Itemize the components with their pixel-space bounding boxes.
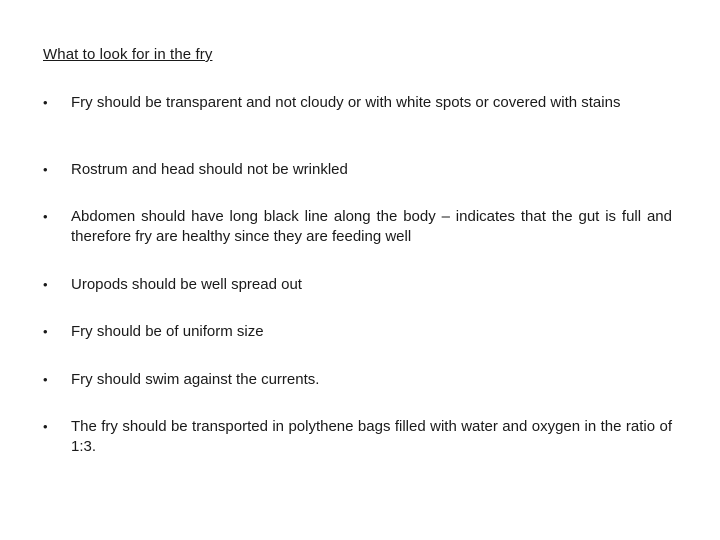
bullet-icon: • bbox=[43, 95, 48, 110]
slide-heading: What to look for in the fry bbox=[43, 46, 213, 63]
bullet-text: Rostrum and head should not be wrinkled bbox=[71, 161, 348, 178]
bullet-text: The fry should be transported in polythene bags filled with water and oxygen in the ratio of 1:3. bbox=[71, 418, 672, 455]
bullet-text: Fry should swim against the currents. bbox=[71, 371, 320, 388]
bullet-text: Uropods should be well spread out bbox=[71, 276, 302, 293]
bullet-icon: • bbox=[43, 277, 48, 292]
bullet-icon: • bbox=[43, 209, 48, 224]
bullet-icon: • bbox=[43, 372, 48, 387]
bullet-text: Abdomen should have long black line along the body – indicates that the gut is full and therefore fry are healthy since they are feeding well bbox=[71, 208, 672, 245]
bullet-icon: • bbox=[43, 419, 48, 434]
bullet-text: Fry should be of uniform size bbox=[71, 323, 264, 340]
bullet-text: Fry should be transparent and not cloudy or with white spots or covered with stains bbox=[71, 94, 621, 111]
bullet-icon: • bbox=[43, 324, 48, 339]
bullet-icon: • bbox=[43, 162, 48, 177]
